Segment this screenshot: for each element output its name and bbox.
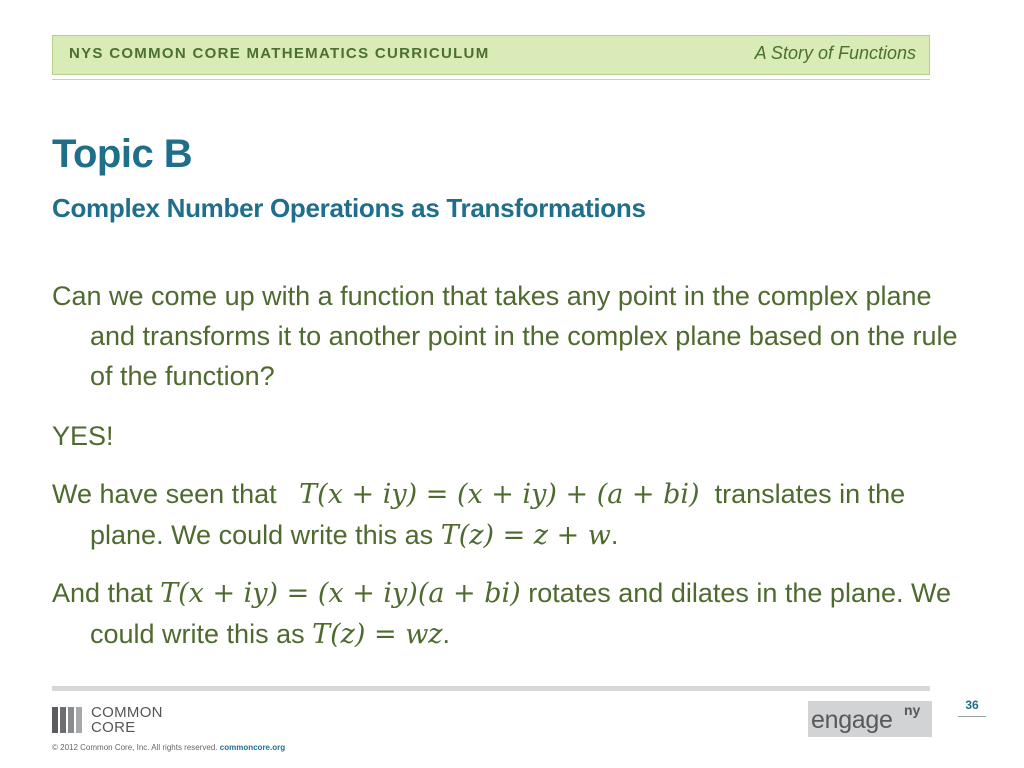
header-bar	[52, 35, 930, 75]
logo-bar	[68, 707, 74, 733]
translation-formula: T(x + iy) = (x + iy) + (a + bi)	[299, 479, 700, 510]
copyright-text: © 2012 Common Core, Inc. All rights reserved.	[52, 743, 218, 752]
page-title: Topic B	[52, 132, 193, 176]
engage-ny-superscript: ny	[904, 702, 921, 718]
logo-line-1: COMMON	[91, 704, 163, 721]
paragraph-rotation	[52, 573, 967, 655]
logo-line-2: CORE	[91, 719, 136, 736]
curriculum-label: NYS COMMON CORE MATHEMATICS CURRICULUM	[69, 45, 490, 62]
logo-bar	[76, 707, 82, 733]
translation-short-formula: T(z) = z + w	[440, 520, 611, 551]
paragraph-answer: YES!	[52, 421, 114, 451]
logo-bar	[60, 707, 66, 733]
copyright-notice	[52, 743, 285, 752]
page-number-underline	[958, 716, 986, 717]
rotation-text-b: rotates and dilates in the plane. We could write this as	[90, 578, 952, 649]
translation-text-b: translates in the plane. We could write this as	[90, 479, 906, 550]
footer-divider	[52, 686, 930, 691]
copyright-link[interactable]: commoncore.org	[219, 743, 286, 752]
common-core-logo	[52, 705, 182, 737]
rotation-formula: T(x + iy) = (x + iy)(a + bi)	[160, 578, 521, 609]
header-divider	[52, 79, 930, 80]
translation-end: .	[610, 520, 619, 550]
translation-text-a: We have seen that	[52, 479, 277, 509]
story-label: A Story of Functions	[754, 43, 916, 63]
rotation-text-a: And that	[52, 578, 153, 608]
common-core-wordmark	[91, 705, 163, 735]
paragraph-translation	[52, 474, 967, 556]
page-number: 36	[965, 698, 979, 712]
paragraph-question: Can we come up with a function that takes any point in the complex plane and transforms it to another point in the complex plane based on the rule of the function?	[52, 281, 958, 391]
rotation-short-formula: T(z) = wz	[312, 619, 443, 650]
logo-bar	[52, 707, 58, 733]
rotation-end: .	[442, 619, 451, 649]
engage-wordmark: engage	[811, 706, 893, 734]
page-subtitle: Complex Number Operations as Transformations	[52, 193, 646, 223]
engageny-logo	[808, 701, 932, 737]
